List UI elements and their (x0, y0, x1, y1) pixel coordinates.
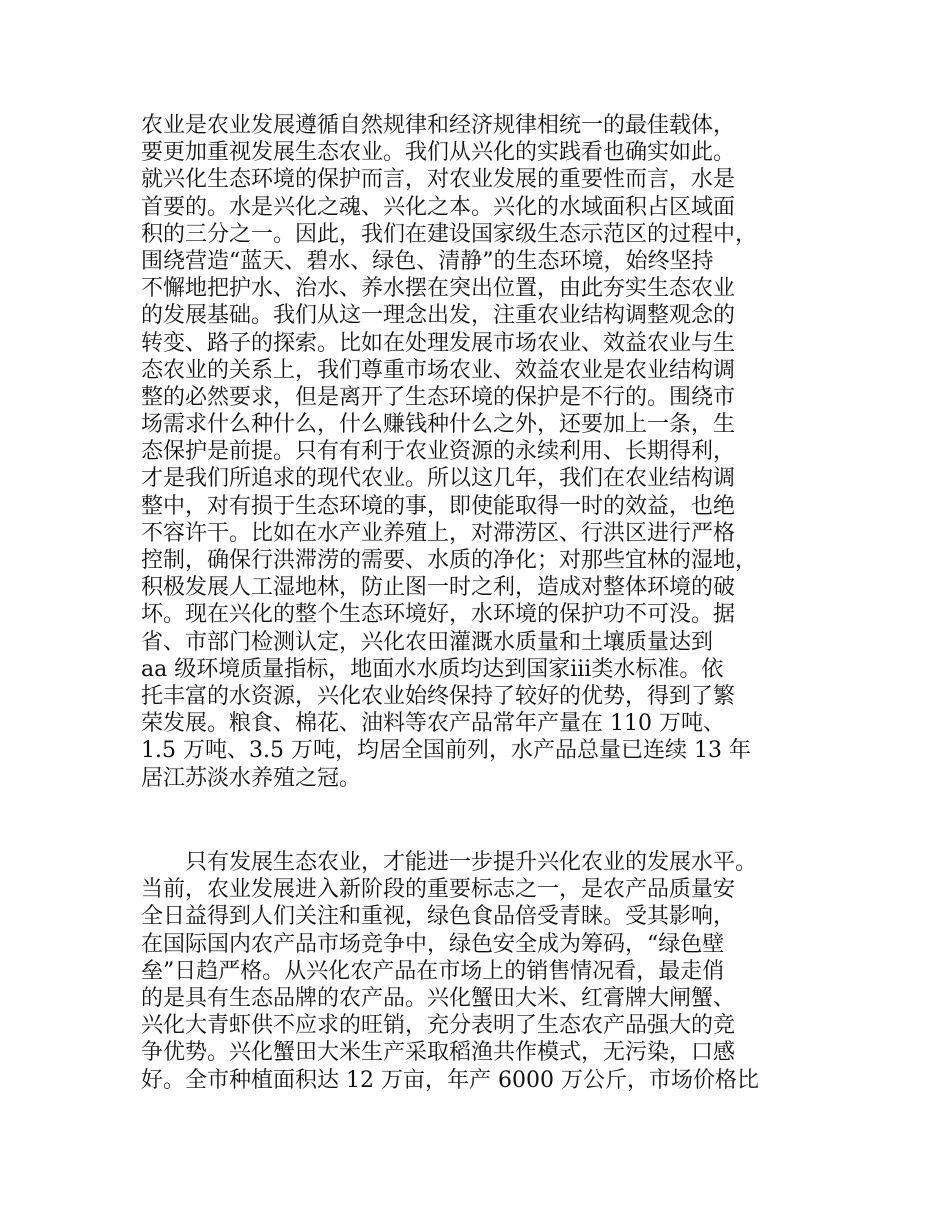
text-line: 居江苏淡水养殖之冠。 (141, 765, 362, 791)
text-line: 场需求什么种什么，什么赚钱种什么之外，还要加上一条，生 (141, 412, 736, 438)
paragraph-2 (141, 849, 831, 1094)
text-line: 农业是农业发展遵循自然规律和经济规律相统一的最佳载体， (141, 113, 736, 138)
text-line: 就兴化生态环境的保护而言，对农业发展的重要性而言，水是 (141, 167, 736, 193)
text-line: 当前，农业发展进入新阶段的重要标志之一，是农产品质量安 (141, 877, 736, 903)
text-line: 全日益得到人们关注和重视，绿色食品倍受青睐。受其影响， (141, 904, 736, 930)
text-line: 才是我们所追求的现代农业。所以这几年，我们在农业结构调 (141, 466, 736, 492)
text-line: 积的三分之一。因此，我们在建设国家级生态示范区的过程中， (141, 221, 758, 247)
text-line: 的是具有生态品牌的农产品。兴化蟹田大米、红膏牌大闸蟹、 (141, 985, 736, 1011)
text-line: 转变、路子的探索。比如在处理发展市场农业、效益农业与生 (141, 330, 736, 356)
text-line: 的发展基础。我们从这一理念出发，注重农业结构调整观念的 (141, 303, 736, 329)
text-line: 荣发展。粮食、棉花、油料等农产品常年产量在 110 万吨、 (141, 711, 725, 737)
text-line: 态保护是前提。只有有利于农业资源的永续利用、长期得利， (141, 439, 736, 465)
text-line: 首要的。水是兴化之魂、兴化之本。兴化的水域面积占区域面 (141, 194, 736, 220)
text-line: 省、市部门检测认定，兴化农田灌溉水质量和土壤质量达到 (141, 629, 714, 655)
text-line: 要更加重视发展生态农业。我们从兴化的实践看也确实如此。 (141, 140, 736, 166)
text-line: 围绕营造“蓝天、碧水、绿色、清静”的生态环境，始终坚持 (141, 248, 714, 274)
text-line: 垒”日趋严格。从兴化农产品在市场上的销售情况看，最走俏 (141, 958, 725, 984)
text-line: 托丰富的水资源，兴化农业始终保持了较好的优势，得到了繁 (141, 683, 736, 709)
text-line: 坏。现在兴化的整个生态环境好，水环境的保护功不可没。据 (141, 602, 736, 628)
text-line: 只有发展生态农业，才能进一步提升兴化农业的发展水平。 (185, 850, 758, 875)
text-line: 积极发展人工湿地林，防止图一时之利，造成对整体环境的破 (141, 575, 736, 601)
text-line: aa 级环境质量指标，地面水水质均达到国家iii类水标准。依 (141, 656, 724, 682)
text-line: 在国际国内农产品市场竞争中，绿色安全成为筹码，“绿色壁 (141, 931, 725, 957)
text-line: 1.5 万吨、3.5 万吨，均居全国前列，水产品总量已连续 13 年 (141, 738, 751, 764)
text-line: 态农业的关系上，我们尊重市场农业、效益农业是农业结构调 (141, 357, 736, 383)
text-line: 不容许干。比如在水产业养殖上，对滞涝区、行洪区进行严格 (141, 520, 736, 546)
text-line: 整中，对有损于生态环境的事，即使能取得一时的效益，也绝 (141, 493, 736, 519)
text-line: 控制，确保行洪滞涝的需要、水质的净化；对那些宜林的湿地， (141, 548, 758, 573)
text-line: 争优势。兴化蟹田大米生产采取稻渔共作模式，无污染，口感 (141, 1040, 736, 1066)
text-line: 整的必然要求，但是离开了生态环境的保护是不行的。围绕市 (141, 384, 736, 410)
text-line: 不懈地把护水、治水、养水摆在突出位置，由此夯实生态农业 (141, 276, 736, 302)
text-line: 好。全市种植面积达 12 万亩，年产 6000 万公斤，市场价格比 (141, 1067, 759, 1093)
text-line: 兴化大青虾供不应求的旺销，充分表明了生态农产品强大的竞 (141, 1013, 736, 1039)
paragraph-1 (141, 112, 831, 792)
